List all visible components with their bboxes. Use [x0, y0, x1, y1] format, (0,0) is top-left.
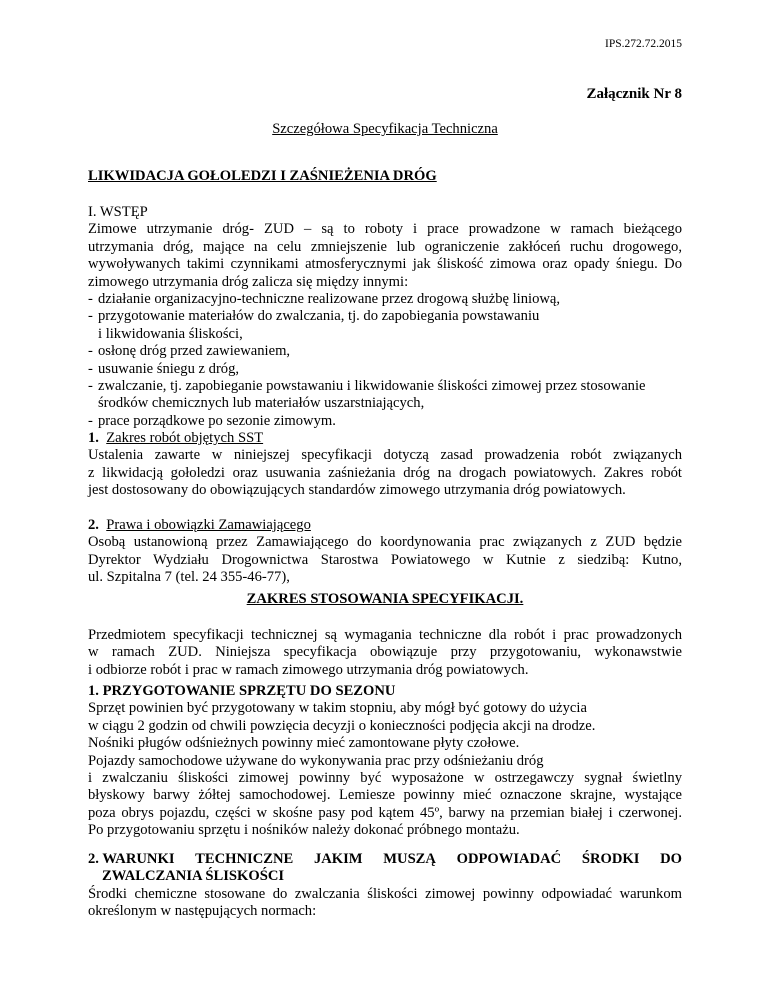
conditions-section: [88, 851, 682, 921]
equipment-line: w ciągu 2 godzin od chwili powzięcia decyzji o konieczności podjęcia akcji na drodze.: [88, 717, 596, 734]
list-item: - prace porządkowe po sezonie zimowym.: [88, 412, 336, 429]
application-line: i odbiorze robót i prac w ramach zimowego utrzymania dróg powiatowych.: [88, 661, 529, 678]
duties-section: [88, 517, 682, 587]
duties-heading: 2. Prawa i obowiązki Zamawiającego: [88, 517, 311, 533]
annex-label: Załącznik Nr 8: [586, 86, 682, 102]
conditions-heading-cont: ZWALCZANIA ŚLISKOŚCI: [102, 868, 285, 885]
list-item: - zwalczanie, tj. zapobieganie powstawaniu i likwidowanie śliskości zimowej przez stosowanie środków chemicznych lub materiałów uszarstniających,: [88, 378, 646, 412]
application-line: Przedmiotem specyfikacji technicznej są wymagania techniczne dla robót i prac prowadzonych: [88, 627, 682, 643]
intro-line: utrzymania dróg, mające na celu zmniejszenie lub ograniczenie zakłóceń ruchu drogowego,: [88, 238, 682, 255]
scope-line: z likwidacją gołoledzi oraz usuwania zaśnieżania dróg na drogach powiatowych. Zakres robót: [88, 464, 682, 481]
equipment-section: [88, 683, 682, 840]
application-line: w ramach ZUD. Niniejsza specyfikacja obowiązuje przy przygotowaniu, wykonawstwie: [88, 644, 682, 661]
duties-line: ul. Szpitalna 7 (tel. 24 355-46-77),: [88, 569, 290, 586]
intro-heading: I. WSTĘP: [88, 204, 148, 220]
equipment-line: błyskowy barwy żółtej samochodowej. Lemiesze powinny mieć oznaczone skrajne, wystające: [88, 787, 682, 804]
scope-line: Ustalenia zawarte w niniejszej specyfikacji dotyczą zasad prowadzenia robót związanych: [88, 447, 682, 464]
equipment-line: Pojazdy samochodowe używane do wykonywania prac przy odśnieżaniu dróg: [88, 752, 544, 769]
application-section: [88, 627, 682, 679]
intro-line: Zimowe utrzymanie dróg- ZUD – są to roboty i prace prowadzone w ramach bieżącego: [88, 221, 682, 238]
intro-section: [88, 204, 682, 430]
duties-line: Osobą ustanowioną przez Zamawiającego do koordynowania prac związanych z ZUD będzie: [88, 534, 682, 551]
equipment-line: Po przygotowaniu sprzętu i nośników należy dokonać próbnego montażu.: [88, 822, 520, 839]
intro-line: wywoływanych takimi czynnikami atmosferycznymi jak śliskość zimowa oraz opady śniegu. Do: [88, 256, 682, 273]
conditions-line: Środki chemiczne stosowane do zwalczania śliskości zimowej powinny odpowiadać warunkom: [88, 885, 682, 902]
equipment-line: poza obrys pojazdu, części w skośne pasy pod kątem 45º, barwy na przemian białej i czerwonej.: [88, 804, 682, 821]
equipment-line: Nośniki pługów odśnieżnych powinny mieć zamontowane płyty czołowe.: [88, 735, 520, 752]
equipment-heading: 1. PRZYGOTOWANIE SPRZĘTU DO SEZONU: [88, 683, 396, 699]
list-item: - działanie organizacyjno-techniczne realizowane przez drogową służbę liniową,: [88, 291, 561, 308]
list-item: - przygotowanie materiałów do zwalczania, tj. do zapobiegania powstawaniu i likwidowania śliskości,: [88, 308, 540, 342]
equipment-line: i zwalczaniu śliskości zimowej powinny być wyposażone w ostrzegawczy sygnał świetlny: [88, 770, 682, 787]
list-item: - usuwanie śniegu z dróg,: [88, 360, 240, 377]
scope-line: jest dostosowany do obowiązujących standardów zimowego utrzymania dróg powiatowych.: [88, 482, 626, 499]
document-reference: IPS.272.72.2015: [605, 38, 682, 50]
intro-line: zimowego utrzymania dróg zalicza się między innymi:: [88, 273, 409, 290]
conditions-line: określonym w następujących normach:: [88, 903, 317, 920]
scope-heading: 1. Zakres robót objętych SST: [88, 430, 264, 446]
application-heading: ZAKRES STOSOWANIA SPECYFIKACJI.: [246, 591, 524, 607]
equipment-line: Sprzęt powinien być przygotowany w takim stopniu, aby mógł być gotowy do użycia: [88, 700, 587, 717]
document-title: Szczegółowa Specyfikacja Techniczna: [272, 121, 498, 137]
scope-section: [88, 430, 682, 500]
duties-line: Dyrektor Wydziału Drogownictwa Starostwa Powiatowego w Kutnie z siedzibą: Kutno,: [88, 551, 682, 568]
main-heading: LIKWIDACJA GOŁOLEDZI I ZAŚNIEŻENIA DRÓG: [88, 168, 437, 184]
list-item: - osłonę dróg przed zawiewaniem,: [88, 343, 291, 360]
conditions-heading: 2. WARUNKI TECHNICZNE JAKIM MUSZĄ ODPOWIADAĆ ŚRODKI DO: [88, 851, 682, 867]
